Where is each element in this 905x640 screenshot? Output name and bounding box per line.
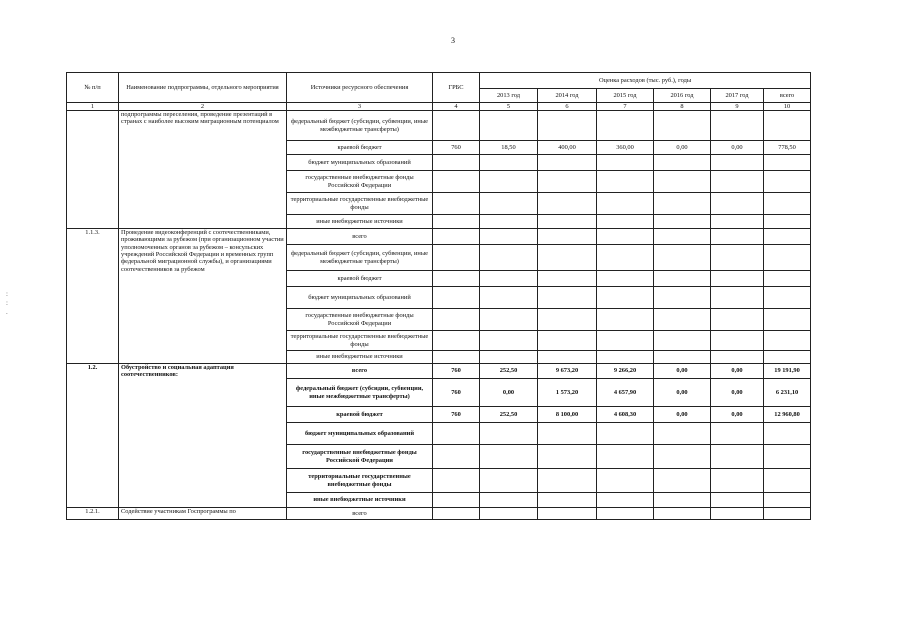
funding-source: бюджет муниципальных образований — [287, 155, 433, 171]
amount-cell — [654, 155, 711, 171]
amount-cell: 19 191,90 — [764, 364, 811, 379]
grbs-code — [433, 215, 480, 229]
amount-cell — [764, 309, 811, 331]
column-number: 5 — [480, 103, 538, 111]
amount-cell — [480, 331, 538, 351]
amount-cell — [538, 331, 597, 351]
column-number: 4 — [433, 103, 480, 111]
amount-cell — [597, 287, 654, 309]
funding-source: территориальные государственные внебюджетные фонды — [287, 331, 433, 351]
amount-cell — [480, 508, 538, 520]
amount-cell — [480, 245, 538, 271]
margin-marks: : : . — [6, 290, 8, 316]
amount-cell — [597, 331, 654, 351]
amount-cell — [764, 193, 811, 215]
amount-cell — [480, 423, 538, 445]
amount-cell: 400,00 — [538, 141, 597, 155]
amount-cell — [597, 309, 654, 331]
amount-cell: 0,00 — [711, 364, 764, 379]
header-year: 2016 год — [654, 89, 711, 103]
column-number: 6 — [538, 103, 597, 111]
grbs-code — [433, 229, 480, 245]
amount-cell — [764, 245, 811, 271]
amount-cell — [538, 271, 597, 287]
header-num: № п/п — [67, 73, 119, 103]
funding-source: всего — [287, 508, 433, 520]
amount-cell — [480, 309, 538, 331]
amount-cell — [538, 229, 597, 245]
grbs-code: 760 — [433, 364, 480, 379]
amount-cell — [764, 423, 811, 445]
amount-cell — [711, 245, 764, 271]
amount-cell — [597, 193, 654, 215]
amount-cell — [597, 469, 654, 493]
column-number: 7 — [597, 103, 654, 111]
amount-cell — [597, 245, 654, 271]
item-number: 1.2. — [67, 364, 119, 508]
header-sources: Источники ресурсного обеспечения — [287, 73, 433, 103]
item-number: 1.1.3. — [67, 229, 119, 364]
amount-cell — [538, 445, 597, 469]
amount-cell — [597, 351, 654, 364]
amount-cell — [597, 271, 654, 287]
funding-source: федеральный бюджет (субсидии, субвенции, иные межбюджетные трансферты) — [287, 245, 433, 271]
table-row — [67, 508, 811, 520]
table-row — [67, 364, 811, 379]
amount-cell: 4 657,90 — [597, 379, 654, 407]
amount-cell: 9 673,20 — [538, 364, 597, 379]
amount-cell — [597, 508, 654, 520]
funding-source: иные внебюджетные источники — [287, 351, 433, 364]
grbs-code: 760 — [433, 407, 480, 423]
header-grbs: ГРБС — [433, 73, 480, 103]
funding-source: государственные внебюджетные фонды Российской Федерации — [287, 171, 433, 193]
amount-cell — [764, 331, 811, 351]
item-name: Содействие участникам Госпрограммы по — [119, 508, 287, 520]
amount-cell — [597, 215, 654, 229]
header-year: 2014 год — [538, 89, 597, 103]
grbs-code — [433, 445, 480, 469]
item-number: 1.2.1. — [67, 508, 119, 520]
amount-cell — [764, 508, 811, 520]
funding-source: федеральный бюджет (субсидии, субвенции, иные межбюджетные трансферты) — [287, 379, 433, 407]
amount-cell: 4 608,30 — [597, 407, 654, 423]
amount-cell — [711, 287, 764, 309]
funding-source: территориальные государственные внебюджетные фонды — [287, 469, 433, 493]
grbs-code — [433, 351, 480, 364]
funding-source: государственные внебюджетные фонды Российской Федерации — [287, 445, 433, 469]
budget-table — [66, 72, 811, 520]
amount-cell — [538, 245, 597, 271]
column-number: 8 — [654, 103, 711, 111]
amount-cell — [654, 508, 711, 520]
funding-source: иные внебюджетные источники — [287, 493, 433, 508]
grbs-code — [433, 287, 480, 309]
item-number — [67, 111, 119, 229]
amount-cell — [480, 469, 538, 493]
amount-cell — [597, 445, 654, 469]
amount-cell: 252,50 — [480, 364, 538, 379]
amount-cell — [711, 171, 764, 193]
amount-cell — [480, 171, 538, 193]
column-number: 2 — [119, 103, 287, 111]
amount-cell — [654, 331, 711, 351]
amount-cell — [538, 493, 597, 508]
item-name: Проведение видеоконференций с соотечественниками, проживающими за рубежом (при организационном участии уполномоченных органов за рубежом – консульских учреждений Российской Федерации и временных групп федеральной миграционной службы), и организациями соотечественников за рубежом — [119, 229, 287, 364]
amount-cell: 0,00 — [654, 379, 711, 407]
amount-cell — [764, 351, 811, 364]
amount-cell — [764, 155, 811, 171]
amount-cell: 360,00 — [597, 141, 654, 155]
amount-cell — [711, 331, 764, 351]
amount-cell — [654, 469, 711, 493]
amount-cell — [711, 193, 764, 215]
amount-cell: 778,50 — [764, 141, 811, 155]
amount-cell: 0,00 — [654, 141, 711, 155]
amount-cell — [538, 171, 597, 193]
amount-cell — [764, 469, 811, 493]
grbs-code — [433, 423, 480, 445]
amount-cell: 0,00 — [480, 379, 538, 407]
header-year: всего — [764, 89, 811, 103]
item-name: подпрограммы переселения, проведение презентаций в странах с наиболее высоким миграционным потенциалом — [119, 111, 287, 229]
amount-cell: 0,00 — [654, 407, 711, 423]
funding-source: всего — [287, 229, 433, 245]
funding-source: территориальные государственные внебюджетные фонды — [287, 193, 433, 215]
amount-cell — [654, 445, 711, 469]
amount-cell — [764, 171, 811, 193]
page-number: 3 — [451, 36, 455, 45]
amount-cell — [538, 111, 597, 141]
amount-cell: 0,00 — [711, 407, 764, 423]
amount-cell — [654, 111, 711, 141]
amount-cell — [654, 423, 711, 445]
amount-cell — [597, 171, 654, 193]
grbs-code — [433, 309, 480, 331]
amount-cell — [764, 271, 811, 287]
amount-cell — [480, 229, 538, 245]
amount-cell: 252,50 — [480, 407, 538, 423]
amount-cell — [538, 469, 597, 493]
amount-cell — [711, 229, 764, 245]
amount-cell — [597, 111, 654, 141]
table-row — [67, 111, 811, 141]
amount-cell — [711, 508, 764, 520]
amount-cell — [654, 193, 711, 215]
grbs-code — [433, 331, 480, 351]
amount-cell — [480, 155, 538, 171]
amount-cell — [764, 493, 811, 508]
amount-cell — [711, 493, 764, 508]
amount-cell — [480, 193, 538, 215]
header-year: 2017 год — [711, 89, 764, 103]
funding-source: краевой бюджет — [287, 407, 433, 423]
amount-cell — [538, 193, 597, 215]
column-number: 9 — [711, 103, 764, 111]
amount-cell — [654, 215, 711, 229]
amount-cell — [654, 493, 711, 508]
amount-cell — [764, 229, 811, 245]
amount-cell — [480, 215, 538, 229]
amount-cell — [711, 271, 764, 287]
funding-source: иные внебюджетные источники — [287, 215, 433, 229]
amount-cell — [480, 271, 538, 287]
amount-cell: 9 266,20 — [597, 364, 654, 379]
amount-cell — [764, 445, 811, 469]
grbs-code: 760 — [433, 379, 480, 407]
column-number: 10 — [764, 103, 811, 111]
amount-cell — [711, 215, 764, 229]
amount-cell — [654, 245, 711, 271]
grbs-code — [433, 171, 480, 193]
header-year: 2015 год — [597, 89, 654, 103]
amount-cell — [711, 111, 764, 141]
funding-source: всего — [287, 364, 433, 379]
amount-cell — [764, 111, 811, 141]
grbs-code — [433, 469, 480, 493]
amount-cell — [480, 111, 538, 141]
amount-cell — [480, 445, 538, 469]
funding-source: бюджет муниципальных образований — [287, 287, 433, 309]
funding-source: бюджет муниципальных образований — [287, 423, 433, 445]
funding-source: краевой бюджет — [287, 141, 433, 155]
column-number: 3 — [287, 103, 433, 111]
header-name: Наименование подпрограммы, отдельного мероприятия — [119, 73, 287, 103]
amount-cell — [654, 309, 711, 331]
amount-cell: 0,00 — [711, 141, 764, 155]
amount-cell — [654, 271, 711, 287]
amount-cell — [711, 309, 764, 331]
grbs-code — [433, 193, 480, 215]
amount-cell — [538, 287, 597, 309]
amount-cell — [480, 351, 538, 364]
amount-cell: 0,00 — [711, 379, 764, 407]
amount-cell: 1 573,20 — [538, 379, 597, 407]
amount-cell — [538, 508, 597, 520]
header-year: 2013 год — [480, 89, 538, 103]
amount-cell — [764, 287, 811, 309]
amount-cell — [711, 351, 764, 364]
amount-cell: 18,50 — [480, 141, 538, 155]
amount-cell — [538, 155, 597, 171]
amount-cell — [538, 423, 597, 445]
funding-source: краевой бюджет — [287, 271, 433, 287]
grbs-code — [433, 508, 480, 520]
amount-cell — [711, 469, 764, 493]
amount-cell — [480, 287, 538, 309]
amount-cell — [654, 171, 711, 193]
amount-cell — [538, 309, 597, 331]
amount-cell: 6 231,10 — [764, 379, 811, 407]
amount-cell — [711, 155, 764, 171]
amount-cell — [538, 215, 597, 229]
amount-cell — [654, 351, 711, 364]
amount-cell — [654, 229, 711, 245]
amount-cell — [711, 445, 764, 469]
amount-cell — [597, 493, 654, 508]
header-estimate: Оценка расходов (тыс. руб.), годы — [480, 73, 811, 89]
table-row — [67, 229, 811, 245]
amount-cell — [538, 351, 597, 364]
amount-cell — [597, 229, 654, 245]
amount-cell — [597, 423, 654, 445]
amount-cell: 8 100,00 — [538, 407, 597, 423]
amount-cell — [480, 493, 538, 508]
amount-cell — [711, 423, 764, 445]
grbs-code — [433, 155, 480, 171]
grbs-code — [433, 245, 480, 271]
column-number: 1 — [67, 103, 119, 111]
amount-cell — [654, 287, 711, 309]
item-name: Обустройство и социальная адаптация соотечественников: — [119, 364, 287, 508]
amount-cell: 0,00 — [654, 364, 711, 379]
grbs-code — [433, 271, 480, 287]
grbs-code — [433, 111, 480, 141]
amount-cell — [597, 155, 654, 171]
amount-cell: 12 960,80 — [764, 407, 811, 423]
grbs-code — [433, 493, 480, 508]
funding-source: государственные внебюджетные фонды Российской Федерации — [287, 309, 433, 331]
grbs-code: 760 — [433, 141, 480, 155]
amount-cell — [764, 215, 811, 229]
funding-source: федеральный бюджет (субсидии, субвенции, иные межбюджетные трансферты) — [287, 111, 433, 141]
